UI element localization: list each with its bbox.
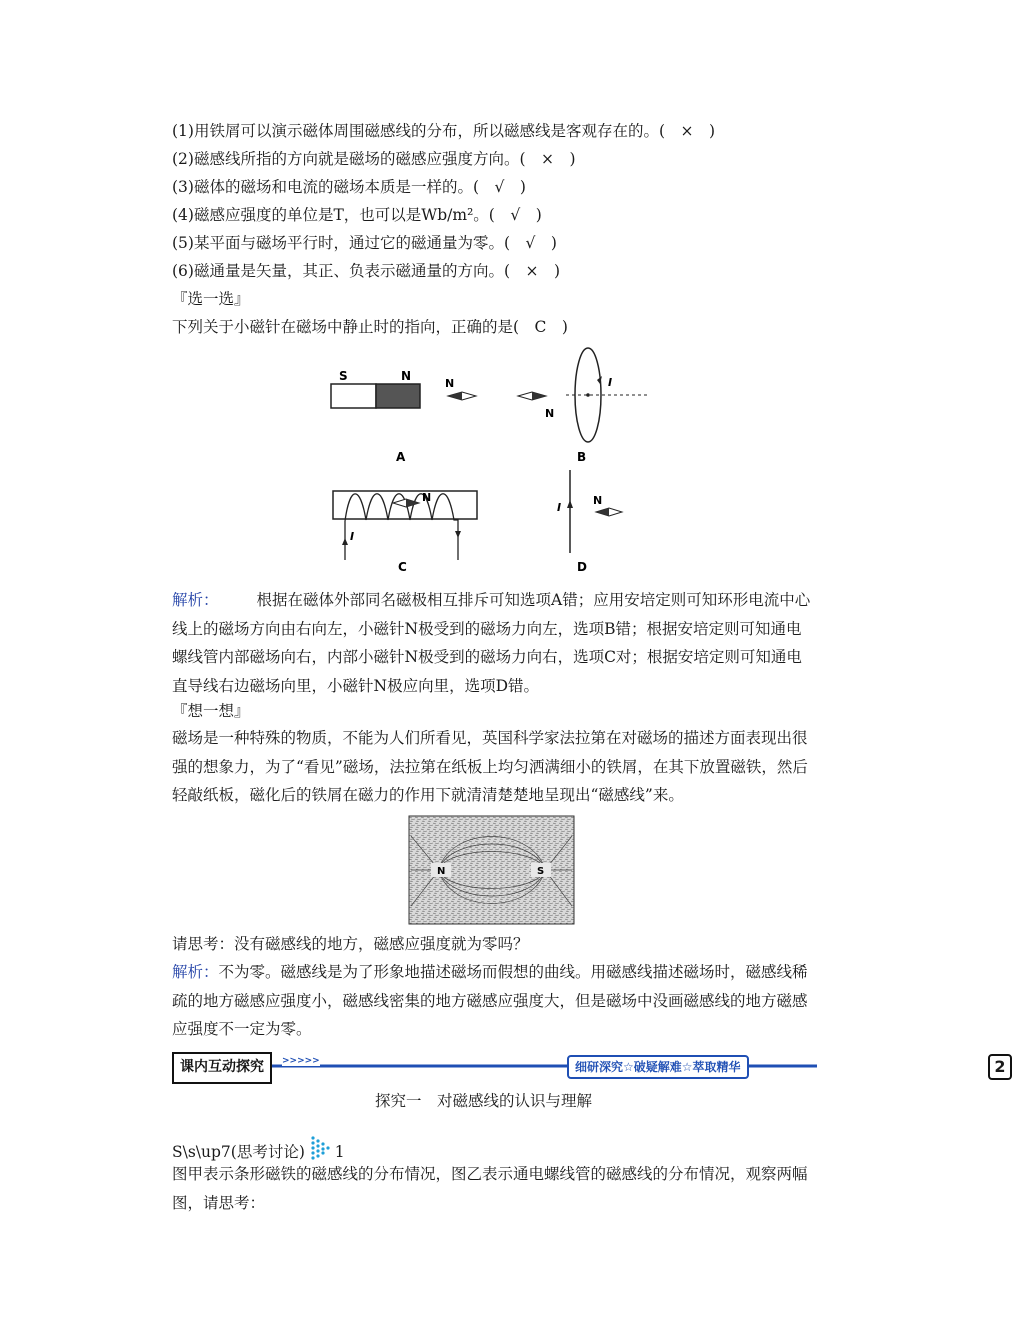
photo-n-label: N	[437, 866, 446, 877]
judgment-4: (4)磁感应强度的单位是T，也可以是Wb/m²。( √ )	[172, 206, 542, 224]
judgment-2: (2)磁感线所指的方向就是磁场的磁感应强度方向。( × )	[172, 150, 576, 168]
needle-n-label: N	[593, 494, 603, 507]
analysis-label: 解析：	[172, 591, 219, 609]
option-d-label: D	[577, 560, 587, 574]
analysis-text: 不为零。磁感线是为了形象地描述磁场而假想的曲线。用磁感线描述磁场时，磁感线稀疏的地方磁感应强度小，磁感线密集的地方磁感应强度大，但是磁场中没画磁感线的地方磁感应强度不一定为零。	[172, 963, 808, 1038]
select-question: 下列关于小磁针在磁场中静止时的指向，正确的是( C )	[172, 318, 568, 336]
judgment-6: (6)磁通量是矢量，其正、负表示磁通量的方向。( × )	[172, 262, 561, 280]
pole-n-label: N	[401, 369, 412, 383]
current-label: I	[557, 501, 562, 514]
think-text: 磁场是一种特殊的物质，不能为人们所看见，英国科学家法拉第在对磁场的描述方面表现出很强的想象力，为了“看见”磁场，法拉第在纸板上均匀洒满细小的铁屑，在其下放置磁铁，然后轻敲纸板，磁化后的铁屑在磁力的作用下就清清楚楚地呈现出“磁感线”来。	[172, 729, 808, 804]
needle-n-label: N	[545, 407, 555, 420]
option-b-diagram	[518, 348, 650, 464]
analysis-2	[172, 958, 814, 1044]
option-b-label: B	[577, 450, 587, 464]
discussion-marker	[172, 1135, 345, 1162]
banner-arrows: >>>>>	[282, 1056, 320, 1066]
select-heading: 『选一选』	[172, 290, 250, 308]
option-c-diagram	[333, 491, 477, 574]
triangle-dots-icon	[310, 1135, 330, 1161]
analysis-label: 解析：	[172, 963, 219, 981]
analysis-text: 根据在磁体外部同名磁极相互排斥可知选项A错；应用安培定则可知环形电流中心线上的磁场方向由右向左，小磁针N极受到的磁场力向左，选项B错；根据安培定则可知通电螺线管内部磁场向右，内部小磁针N极受到的磁场力向右，选项C对；根据安培定则可知通电直导线右边磁场向里，小磁针N极应向里，选项D错。	[172, 591, 811, 695]
needle-n-label: N	[422, 491, 432, 504]
current-label: I	[608, 376, 613, 389]
pole-s-label: S	[339, 369, 348, 383]
section-title: 探究一 对磁感线的认识与理解	[375, 1092, 593, 1110]
option-a-label: A	[396, 450, 406, 464]
analysis-1	[172, 586, 814, 700]
banner-middle: 细研深究☆破疑解难☆萃取精华	[567, 1055, 749, 1079]
intro-text: 图甲表示条形磁铁的磁感线的分布情况，图乙表示通电螺线管的磁感线的分布情况，观察两幅图，请思考：	[172, 1165, 808, 1212]
banner-number: 2	[988, 1054, 1012, 1080]
needle-n-label: N	[445, 377, 455, 390]
photo-s-label: S	[537, 866, 545, 877]
section-banner	[172, 1050, 1006, 1082]
banner-label: 课内互动探究	[172, 1052, 272, 1084]
judgment-5: (5)某平面与磁场平行时，通过它的磁通量为零。( √ )	[172, 234, 557, 252]
discussion-number: 1	[334, 1143, 345, 1161]
discussion-prefix: S\s\up7(思考讨论)	[172, 1143, 305, 1161]
iron-filings-photo	[409, 816, 574, 924]
think-heading: 『想一想』	[172, 702, 250, 720]
option-d-diagram	[557, 470, 622, 574]
option-a-diagram	[331, 369, 476, 464]
judgment-1: (1)用铁屑可以演示磁体周围磁感线的分布，所以磁感线是客观存在的。( × )	[172, 122, 716, 140]
judgment-3: (3)磁体的磁场和电流的磁场本质是一样的。( √ )	[172, 178, 526, 196]
current-label: I	[350, 530, 355, 543]
option-c-label: C	[398, 560, 407, 574]
question: 请思考：没有磁感线的地方，磁感应强度就为零吗？	[172, 935, 529, 953]
options-figure	[0, 340, 950, 580]
